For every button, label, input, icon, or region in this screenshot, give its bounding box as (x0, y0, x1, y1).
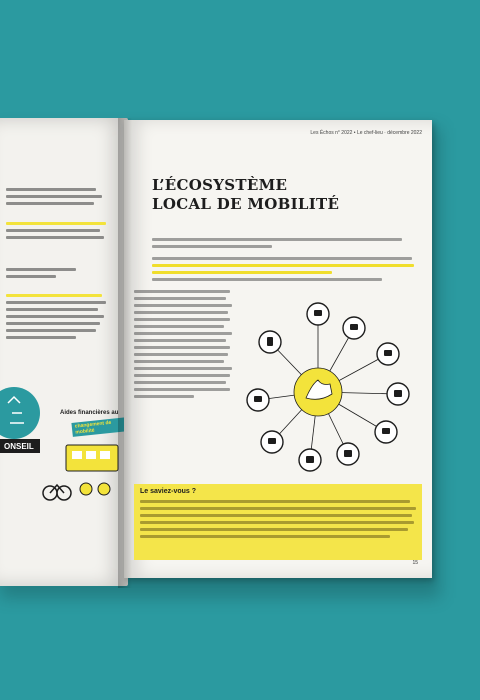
bubble-text: Aides financières au (60, 410, 119, 416)
left-page (0, 118, 128, 586)
title-line-1: L’ÉCOSYSTÈME (152, 176, 288, 194)
box-text (140, 500, 416, 542)
running-header: Les Échos n° 2022 • Le chef-lieu · décembre 2022 (310, 130, 422, 136)
intro-paragraph (152, 238, 414, 285)
svg-text:ONSEIL: ONSEIL (4, 442, 34, 451)
right-page (124, 120, 432, 578)
left-text-block-2 (6, 222, 106, 243)
mobility-badge: changement de mobilité (71, 417, 128, 437)
title-line-2: LOCAL DE MOBILITÉ (152, 195, 340, 213)
did-you-know-box (134, 484, 422, 560)
page-number: 15 (412, 560, 418, 566)
left-text-block-3 (6, 268, 106, 282)
left-illustration (0, 383, 128, 533)
body-column (134, 290, 232, 402)
page-title (152, 176, 339, 214)
left-text-block-1 (6, 188, 106, 209)
left-text-block-4 (6, 294, 106, 343)
mobility-ecosystem-diagram (236, 282, 422, 478)
book-gutter (118, 118, 132, 588)
box-title: Le saviez-vous ? (140, 488, 197, 495)
